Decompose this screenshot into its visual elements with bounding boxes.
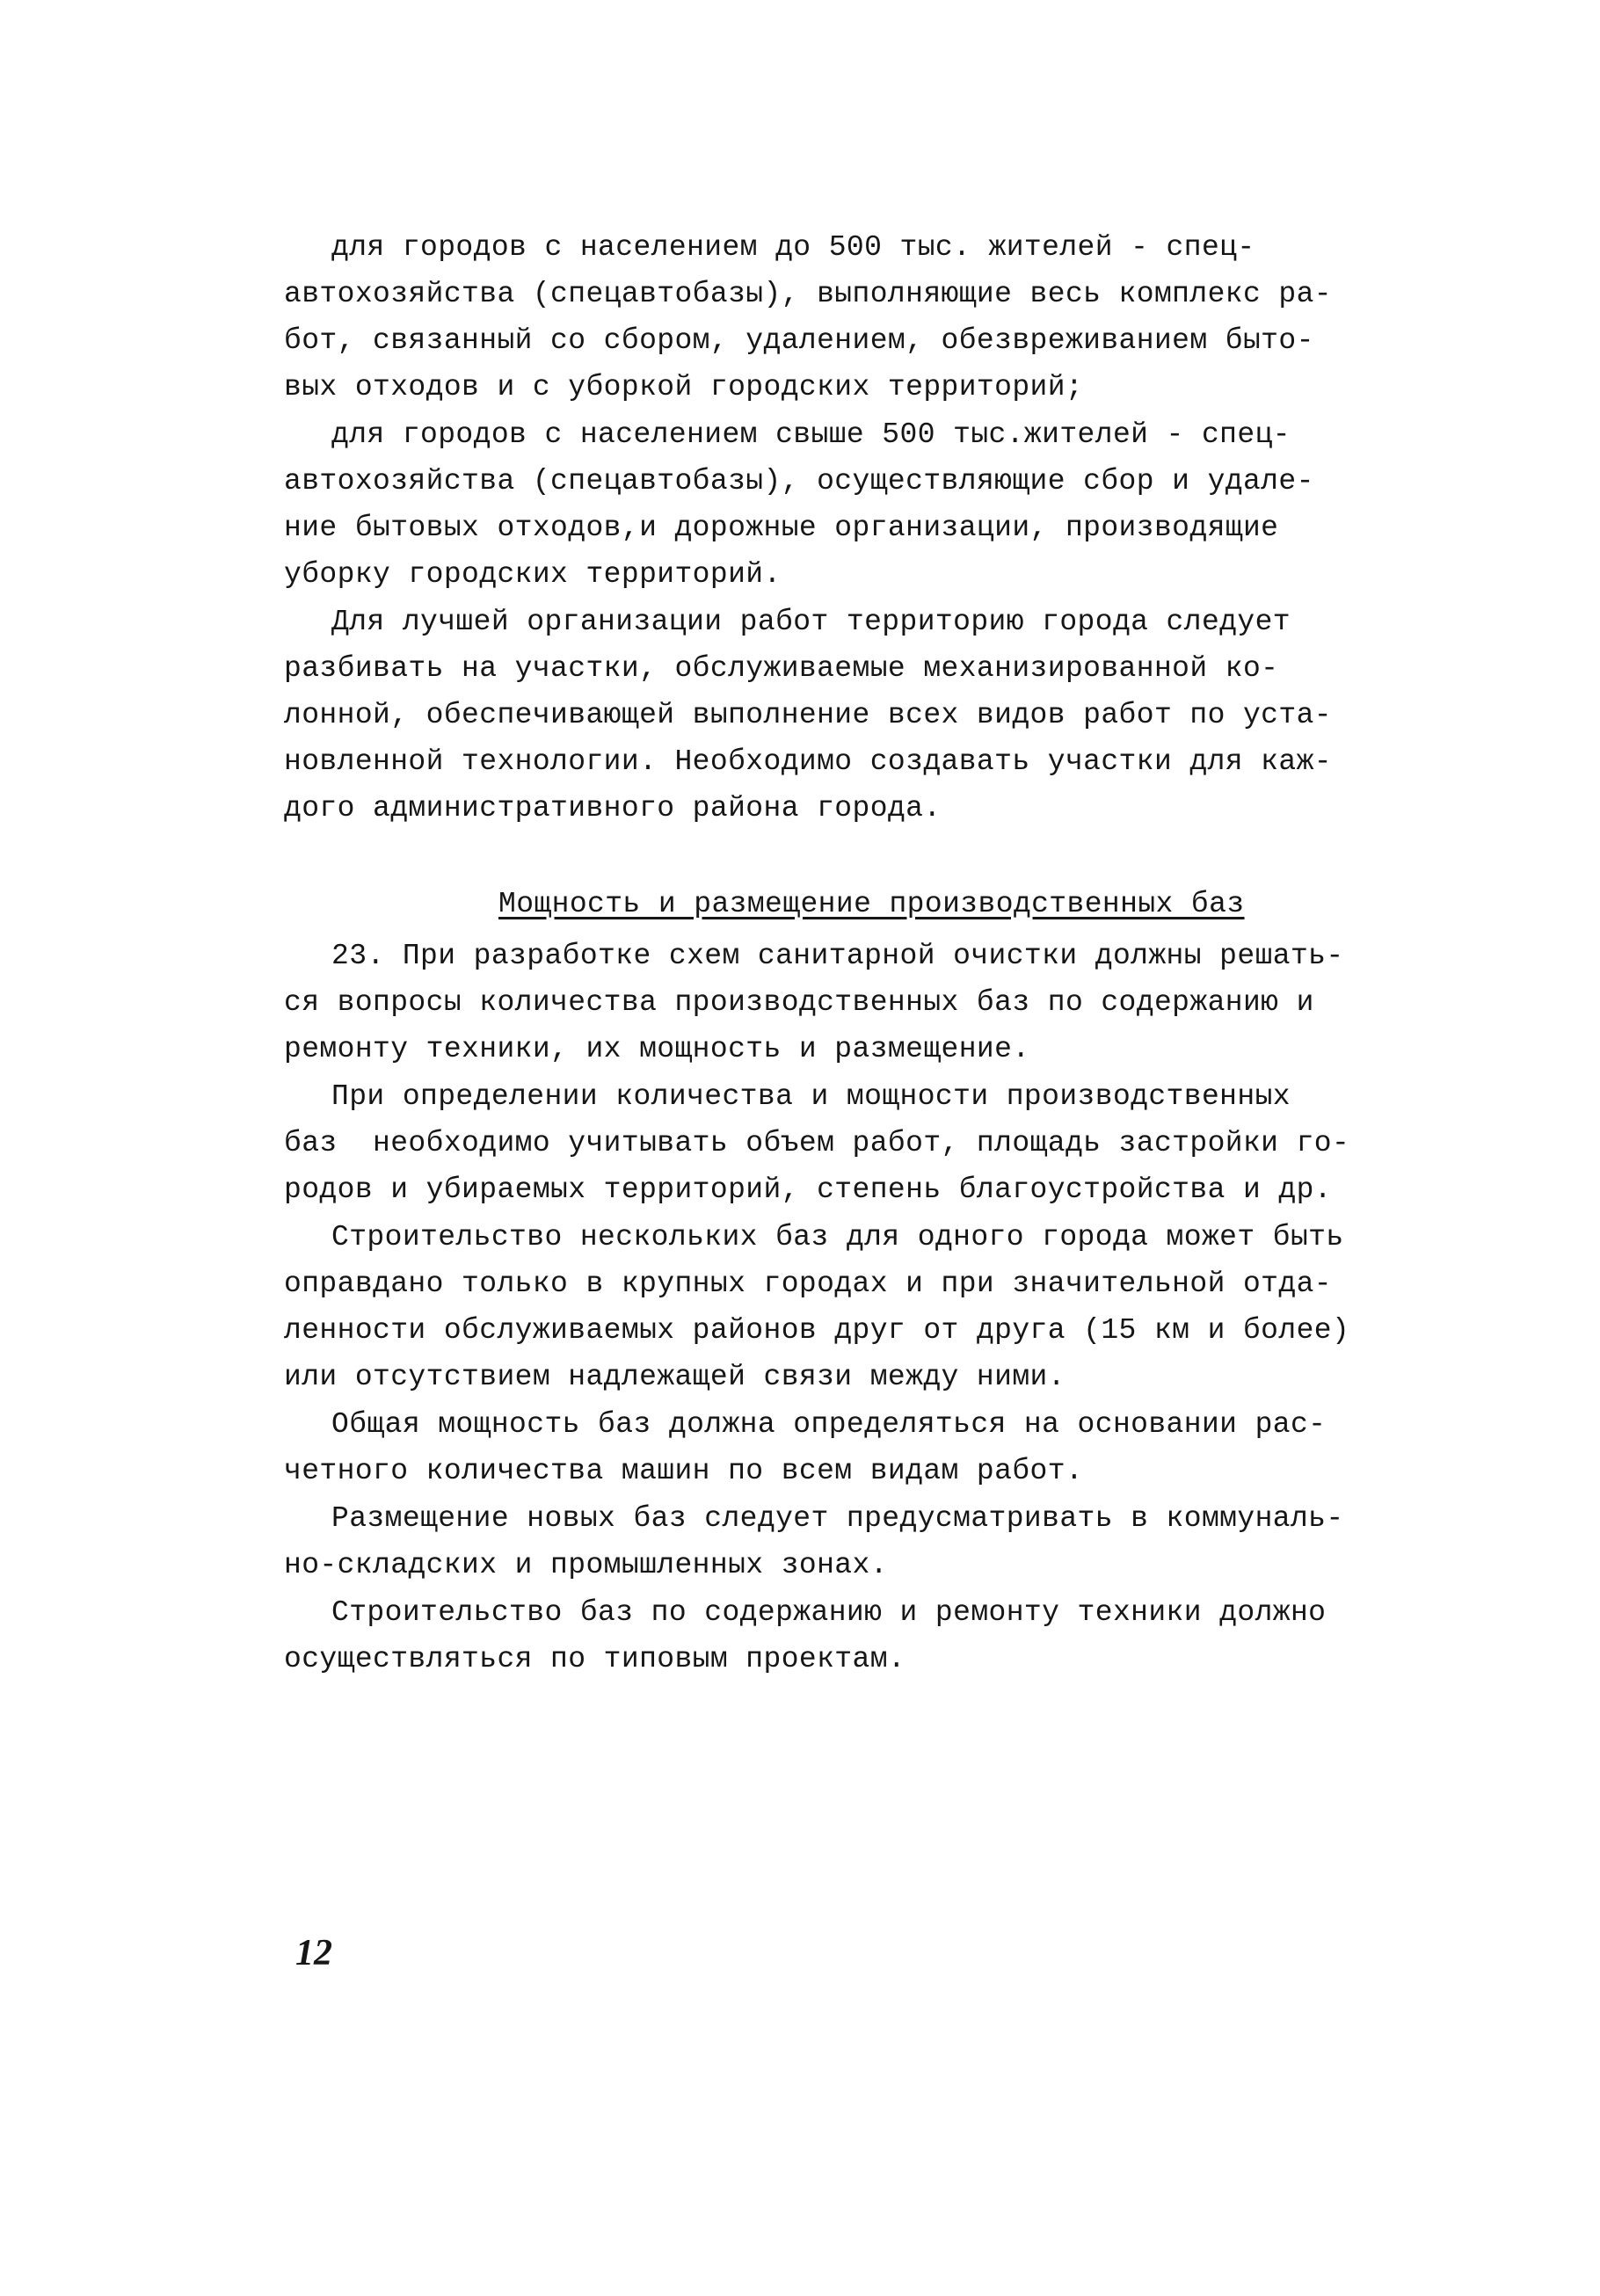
text-line: Строительство баз по содержанию и ремонту техники должно	[331, 1596, 1327, 1629]
text-line: При определении количества и мощности производственных	[331, 1080, 1291, 1113]
text-line: Размещение новых баз следует предусматривать в коммуналь-	[331, 1502, 1344, 1535]
text-line: ленности обслуживаемых районов друг от друга (15 км и более)	[284, 1314, 1350, 1347]
text-line: новленной технологии. Необходимо создавать участки для каж-	[284, 745, 1332, 778]
text-line: родов и убираемых территорий, степень благоустройства и др.	[284, 1173, 1332, 1206]
section-heading: Мощность и размещение производственных баз	[498, 888, 1245, 920]
text-line: вых отходов и с уборкой городских территорий;	[284, 371, 1084, 403]
text-line: лонной, обеспечивающей выполнение всех видов работ по уста-	[284, 699, 1332, 731]
page-number: 12	[295, 1933, 332, 1973]
text-line: разбивать на участки, обслуживаемые механизированной ко-	[284, 652, 1279, 685]
text-line: но-складских и промышленных зонах.	[284, 1549, 888, 1581]
text-line: бот, связанный со сбором, удалением, обезвреживанием быто-	[284, 324, 1314, 357]
text-line: для городов с населением свыше 500 тыс.жителей - спец-	[331, 418, 1291, 451]
text-line: ремонту техники, их мощность и размещение.	[284, 1033, 1030, 1065]
text-line: ние бытовых отходов,и дорожные организации, производящие	[284, 512, 1279, 544]
text-line: Для лучшей организации работ территорию города следует	[331, 606, 1291, 638]
text-line: Общая мощность баз должна определяться на основании рас-	[331, 1408, 1327, 1441]
text-line: или отсутствием надлежащей связи между ними.	[284, 1361, 1065, 1393]
text-line: дого административного района города.	[284, 792, 942, 825]
text-line: 23. При разработке схем санитарной очистки должны решать-	[331, 940, 1344, 972]
text-line: Строительство нескольких баз для одного города может быть	[331, 1221, 1344, 1253]
text-line: автохозяйства (спецавтобазы), выполняющие весь комплекс ра-	[284, 278, 1332, 310]
text-line: уборку городских территорий.	[284, 558, 782, 591]
text-line: осуществляться по типовым проектам.	[284, 1643, 906, 1675]
text-line: для городов с населением до 500 тыс. жителей - спец-	[331, 231, 1255, 264]
text-line: баз необходимо учитывать объем работ, площадь застройки го-	[284, 1127, 1350, 1159]
text-line: ся вопросы количества производственных баз по содержанию и	[284, 986, 1314, 1019]
text-line: оправдано только в крупных городах и при значительной отда-	[284, 1268, 1332, 1300]
text-line: автохозяйства (спецавтобазы), осуществляющие сбор и удале-	[284, 465, 1314, 498]
text-line: четного количества машин по всем видам работ.	[284, 1455, 1084, 1487]
